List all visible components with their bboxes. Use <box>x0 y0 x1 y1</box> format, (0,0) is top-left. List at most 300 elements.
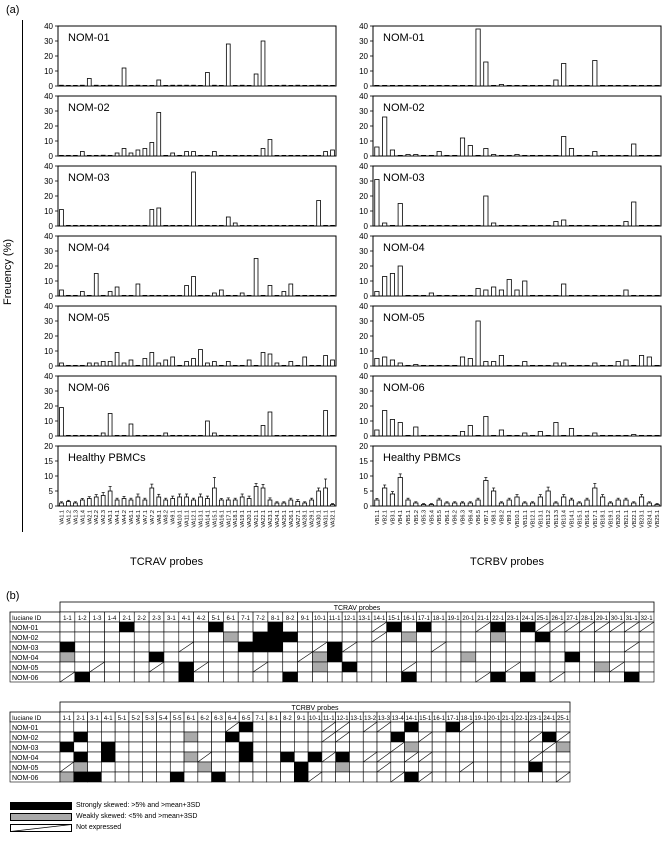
bar-0-3-0 <box>60 290 64 296</box>
ytick-label-1-1-1: 10 <box>359 137 368 146</box>
ytick-label-0-5-0: 0 <box>48 432 53 441</box>
bar-1-2-34 <box>639 225 643 226</box>
ytick-label-1-6-1: 5 <box>363 487 368 496</box>
tcrav-cell-5-23 <box>402 672 417 682</box>
bar-0-1-39 <box>331 150 335 156</box>
tcrav-cell-1-19 <box>342 632 357 642</box>
tcrav-cell-0-18 <box>327 622 342 632</box>
tcrav-cell-4-22 <box>387 662 402 672</box>
tcrav-cell-4-0 <box>60 662 75 672</box>
xtick-label-0-0: VA1.1 <box>59 510 66 525</box>
ytick-label-1-2-2: 20 <box>359 192 368 201</box>
tcrav-col-header-31: 24-1 <box>521 616 534 622</box>
tcrav-cell-0-12 <box>238 622 253 632</box>
bar-0-5-33 <box>289 435 293 436</box>
bar-1-1-20 <box>530 155 534 156</box>
tcrav-col-header-4: 2-1 <box>122 616 132 622</box>
bar-1-4-32 <box>624 360 628 366</box>
bar-1-4-31 <box>616 362 620 367</box>
tcrav-cell-0-9 <box>194 622 209 632</box>
bar-0-0-24 <box>226 44 230 86</box>
bar-0-2-28 <box>254 225 258 226</box>
bar-1-1-23 <box>554 155 558 156</box>
panel-b-label: (b) <box>6 590 20 602</box>
bar-1-0-23 <box>554 80 558 86</box>
bar-1-1-14 <box>484 149 488 157</box>
panel-name-0-2: NOM-03 <box>68 172 110 184</box>
tcrbv-cell-0-13 <box>239 722 253 732</box>
ytick-label-1-0-1: 10 <box>359 67 368 76</box>
bar-0-3-12 <box>143 295 147 296</box>
tcrbv-col-header-35: 24-1 <box>543 716 556 722</box>
xtick-label-0-18: VA11.1 <box>184 510 191 528</box>
bar-1-6-29 <box>600 497 604 506</box>
xtick-label-1-36: VB25.1 <box>655 510 662 529</box>
tcrbv-cell-3-32 <box>501 752 515 762</box>
ytick-label-1-4-3: 30 <box>359 317 368 326</box>
tcrav-col-header-32: 25-1 <box>536 616 549 622</box>
ytick-label-0-3-3: 30 <box>44 247 53 256</box>
tcrav-cell-1-24 <box>416 632 431 642</box>
bar-0-0-26 <box>240 85 244 86</box>
tcrbv-cell-0-15 <box>267 722 281 732</box>
bar-0-0-25 <box>233 85 237 86</box>
bar-1-3-13 <box>476 289 480 297</box>
bar-1-0-28 <box>593 61 597 87</box>
xtick-label-1-23: VB13.3 <box>553 510 560 529</box>
bar-1-2-2 <box>390 225 394 226</box>
legend-weak <box>10 811 200 822</box>
tcrbv-cell-5-7 <box>156 772 170 782</box>
ytick-label-0-3-1: 10 <box>44 277 53 286</box>
bar-0-0-3 <box>80 85 84 86</box>
tcrbv-cell-0-3 <box>101 722 115 732</box>
bar-0-5-3 <box>80 435 84 436</box>
tcrbv-cell-3-29 <box>460 752 474 762</box>
bar-1-5-30 <box>608 435 612 436</box>
bar-0-2-14 <box>157 208 161 226</box>
bar-0-4-39 <box>331 360 335 366</box>
bar-0-3-27 <box>247 295 251 296</box>
bar-1-4-36 <box>655 365 659 366</box>
bar-0-5-30 <box>268 412 272 436</box>
tcrbv-cell-0-35 <box>542 722 556 732</box>
xtick-label-1-4: VB5.1 <box>406 510 413 525</box>
tcrbv-col-header-16: 8-2 <box>283 716 292 722</box>
bar-0-2-6 <box>101 225 105 226</box>
bar-0-5-36 <box>310 435 314 436</box>
bar-1-2-7 <box>429 225 433 226</box>
bar-1-5-24 <box>562 435 566 436</box>
bar-0-2-4 <box>87 225 91 226</box>
tcrbv-col-header-29: 18-1 <box>460 716 473 722</box>
tcrav-cell-4-35 <box>580 662 595 672</box>
tcrav-cell-0-6 <box>149 622 164 632</box>
bar-1-5-19 <box>523 433 527 436</box>
tcrbv-cell-2-13 <box>239 742 253 752</box>
xtick-label-0-2: VA1.3 <box>73 510 80 525</box>
tcrbv-cell-5-4 <box>115 772 129 782</box>
tcrav-cell-2-33 <box>550 642 565 652</box>
bar-0-6-31 <box>275 503 279 506</box>
tcrav-cell-5-6 <box>149 672 164 682</box>
bar-1-6-21 <box>538 497 542 506</box>
bar-1-5-6 <box>421 435 425 436</box>
tcrav-col-header-36: 29-1 <box>596 616 609 622</box>
tcrbv-chart <box>345 0 665 540</box>
tcrbv-cell-4-16 <box>281 762 295 772</box>
tcrbv-col-header-14: 7-1 <box>255 716 265 722</box>
bar-1-5-11 <box>460 432 464 437</box>
tcrav-col-header-7: 3-1 <box>167 616 176 622</box>
bar-1-5-14 <box>484 417 488 437</box>
bar-0-4-6 <box>101 362 105 367</box>
bar-1-5-9 <box>445 435 449 436</box>
bar-1-5-26 <box>577 435 581 436</box>
panel-name-1-4: NOM-05 <box>383 312 425 324</box>
panel-a-label: (a) <box>6 4 20 16</box>
bar-1-3-36 <box>655 295 659 296</box>
tcrav-cell-4-3 <box>105 662 120 672</box>
bar-1-1-25 <box>569 149 573 157</box>
bar-0-2-22 <box>212 225 216 226</box>
tcrav-cell-1-4 <box>119 632 134 642</box>
legend-weak-swatch <box>10 813 72 821</box>
ytick-label-0-4-4: 40 <box>44 302 53 311</box>
bar-1-1-22 <box>546 155 550 156</box>
bar-0-0-33 <box>289 85 293 86</box>
tcrav-cell-2-31 <box>520 642 535 652</box>
tcrbv-cell-4-13 <box>239 762 253 772</box>
tcrbv-cell-3-31 <box>487 752 501 762</box>
bar-1-4-3 <box>398 363 402 366</box>
tcrav-cell-2-15 <box>283 642 298 652</box>
xtick-label-1-21: VB13.1 <box>538 510 545 529</box>
bar-0-5-28 <box>254 435 258 436</box>
bar-0-1-16 <box>171 153 175 156</box>
bar-0-5-25 <box>233 435 237 436</box>
ytick-label-0-6-1: 5 <box>48 487 53 496</box>
tcrbv-cell-5-5 <box>129 772 143 782</box>
tcrav-cell-1-7 <box>164 632 179 642</box>
bar-1-1-4 <box>406 155 410 157</box>
bar-0-0-16 <box>171 85 175 86</box>
tcrav-cell-0-11 <box>223 622 238 632</box>
tcrav-cell-1-26 <box>446 632 461 642</box>
tcrbv-cell-0-32 <box>501 722 515 732</box>
bar-1-6-17 <box>507 500 511 506</box>
xtick-label-1-19: VB11.1 <box>522 510 529 528</box>
bar-0-6-33 <box>289 500 293 506</box>
bar-0-3-13 <box>150 295 154 296</box>
bar-0-0-39 <box>331 85 335 86</box>
bar-1-4-34 <box>639 356 643 367</box>
tcrav-cell-3-15 <box>283 652 298 662</box>
tcrav-cell-1-31 <box>520 632 535 642</box>
tcrav-cell-2-3 <box>105 642 120 652</box>
tcrbv-cell-2-16 <box>281 742 295 752</box>
bar-1-1-27 <box>585 155 589 156</box>
tcrbv-cell-5-13 <box>239 772 253 782</box>
bar-0-2-26 <box>240 225 244 226</box>
tcrav-col-header-29: 22-1 <box>492 616 505 622</box>
bar-1-2-25 <box>569 225 573 226</box>
tcrbv-cell-2-2 <box>88 742 102 752</box>
tcrav-cell-2-16 <box>298 642 313 652</box>
tcrav-cell-1-8 <box>179 632 194 642</box>
bar-1-6-10 <box>453 503 457 506</box>
bar-0-6-26 <box>240 497 244 506</box>
bar-0-2-19 <box>192 172 196 226</box>
tcrbv-cell-2-18 <box>308 742 322 752</box>
tcrbv-col-header-26: 15-1 <box>419 716 432 722</box>
bar-1-6-1 <box>383 488 387 506</box>
tcrbv-cell-2-9 <box>184 742 198 752</box>
tcrav-cell-3-4 <box>119 652 134 662</box>
tcrbv-cell-0-11 <box>212 722 226 732</box>
tcrbv-cell-5-27 <box>432 772 446 782</box>
tcrav-cell-5-16 <box>298 672 313 682</box>
tcrav-cell-4-1 <box>75 662 90 672</box>
tcrbv-cell-3-8 <box>170 752 184 762</box>
tcrav-col-header-11: 6-1 <box>226 616 236 622</box>
tcrav-cell-0-19 <box>342 622 357 632</box>
bar-1-2-19 <box>523 225 527 226</box>
tcrav-cell-4-21 <box>372 662 387 672</box>
tcrbv-cell-5-31 <box>487 772 501 782</box>
bar-0-2-2 <box>73 225 77 226</box>
tcrav-col-header-9: 4-2 <box>196 616 206 622</box>
bar-0-0-36 <box>310 85 314 86</box>
bar-0-3-11 <box>136 284 140 296</box>
bar-0-2-38 <box>324 225 328 226</box>
bar-0-4-0 <box>60 363 64 366</box>
bar-1-6-3 <box>398 478 402 507</box>
bar-0-2-17 <box>178 225 182 226</box>
bar-1-1-31 <box>616 155 620 156</box>
bar-0-1-5 <box>94 155 98 156</box>
ytick-label-1-2-4: 40 <box>359 162 368 171</box>
tcrbv-col-header-32: 21-1 <box>501 716 514 722</box>
ytick-label-1-1-4: 40 <box>359 92 368 101</box>
tcrav-cell-1-2 <box>90 632 105 642</box>
bar-0-1-28 <box>254 155 258 156</box>
bar-0-6-17 <box>178 497 182 506</box>
tcrav-cell-4-29 <box>491 662 506 672</box>
tcrbv-cell-1-23 <box>377 732 391 742</box>
tcrbv-cell-2-30 <box>474 742 488 752</box>
xtick-label-0-28: VA21.1 <box>254 510 261 528</box>
bar-0-5-32 <box>282 435 286 436</box>
bar-1-3-24 <box>562 284 566 296</box>
tcrbv-cell-5-20 <box>336 772 350 782</box>
bar-0-3-33 <box>289 284 293 296</box>
tcrbv-cell-4-8 <box>170 762 184 772</box>
tcrbv-cell-4-7 <box>156 762 170 772</box>
bar-0-1-34 <box>296 155 300 156</box>
tcrav-cell-5-38 <box>624 672 639 682</box>
bar-0-2-33 <box>289 225 293 226</box>
tcrav-cell-0-7 <box>164 622 179 632</box>
bar-0-5-13 <box>150 435 154 436</box>
bar-0-3-14 <box>157 295 161 296</box>
tcrbv-col-header-23: 13-3 <box>377 716 390 722</box>
tcrbv-title: TCRBV probes <box>291 705 339 712</box>
bar-1-5-27 <box>585 435 589 436</box>
bar-1-2-22 <box>546 225 550 226</box>
bar-1-0-18 <box>515 85 519 86</box>
bar-1-6-18 <box>515 497 519 506</box>
bar-1-0-11 <box>460 85 464 86</box>
tcrav-row-name-0: NOM-01 <box>12 625 39 632</box>
tcrav-cell-0-1 <box>75 622 90 632</box>
bar-0-5-26 <box>240 435 244 436</box>
tcrbv-col-header-15: 8-1 <box>269 716 278 722</box>
tcrbv-cell-4-3 <box>101 762 115 772</box>
tcrav-cell-4-28 <box>476 662 491 672</box>
tcrbv-cell-5-3 <box>101 772 115 782</box>
bar-1-5-31 <box>616 435 620 436</box>
tcrav-cell-1-20 <box>357 632 372 642</box>
ytick-label-0-6-2: 10 <box>44 472 53 481</box>
bar-0-2-37 <box>317 201 321 227</box>
tcrbv-row-name-4: NOM-05 <box>12 765 39 772</box>
ytick-label-0-1-1: 10 <box>44 137 53 146</box>
tcrbv-cell-1-8 <box>170 732 184 742</box>
tcrbv-cell-3-5 <box>129 752 143 762</box>
ytick-label-0-1-2: 20 <box>44 122 53 131</box>
tcrav-col-header-25: 18-1 <box>432 616 445 622</box>
bar-1-2-36 <box>655 225 659 226</box>
tcrav-cell-4-39 <box>639 662 654 672</box>
bar-1-3-1 <box>383 277 387 297</box>
bar-1-5-7 <box>429 435 433 436</box>
tcrbv-cell-1-22 <box>363 732 377 742</box>
ytick-label-1-6-2: 10 <box>359 472 368 481</box>
tcrav-cell-5-35 <box>580 672 595 682</box>
bar-0-2-24 <box>226 217 230 226</box>
bar-0-1-32 <box>282 155 286 156</box>
xtick-label-0-35: VA28.1 <box>302 510 309 528</box>
tcrbv-cell-0-8 <box>170 722 184 732</box>
panel-name-0-0: NOM-01 <box>68 32 110 44</box>
tcrav-cell-0-24 <box>416 622 431 632</box>
tcrav-col-header-24: 17-1 <box>417 616 430 622</box>
bar-0-4-33 <box>289 362 293 367</box>
tcrav-cell-3-9 <box>194 652 209 662</box>
xtick-label-0-22: VA15.1 <box>212 510 219 528</box>
xtick-label-1-6: VB5.3 <box>421 510 428 525</box>
tcrav-col-header-34: 27-1 <box>566 616 579 622</box>
tcrbv-cell-4-19 <box>322 762 336 772</box>
bar-0-4-17 <box>178 365 182 366</box>
tcrbv-cell-2-22 <box>363 742 377 752</box>
bar-0-4-35 <box>303 357 307 366</box>
tcrav-cell-2-29 <box>491 642 506 652</box>
bar-1-1-6 <box>421 155 425 156</box>
bar-1-4-19 <box>523 362 527 367</box>
tcrbv-col-header-22: 13-2 <box>364 716 377 722</box>
xtick-label-1-25: VB14.1 <box>569 510 576 529</box>
tcrav-cell-1-11 <box>223 632 238 642</box>
tcrbv-cell-0-4 <box>115 722 129 732</box>
bar-1-4-35 <box>647 357 651 366</box>
bar-1-4-4 <box>406 365 410 366</box>
ytick-label-0-0-4: 40 <box>44 22 53 31</box>
bar-0-0-23 <box>219 85 223 86</box>
bar-1-6-19 <box>523 503 527 506</box>
bar-0-4-12 <box>143 359 147 367</box>
bar-1-4-29 <box>600 365 604 366</box>
ytick-label-0-0-3: 30 <box>44 37 53 46</box>
tcrav-col-header-30: 23-1 <box>506 616 519 622</box>
bar-0-4-5 <box>94 363 98 366</box>
bar-0-6-16 <box>171 499 175 507</box>
tcrbv-col-header-17: 9-1 <box>296 716 306 722</box>
bar-1-6-12 <box>468 503 472 506</box>
bar-0-0-18 <box>185 85 189 86</box>
bar-1-1-12 <box>468 146 472 157</box>
tcrav-cell-1-9 <box>194 632 209 642</box>
ytick-label-0-0-1: 10 <box>44 67 53 76</box>
tcrav-cell-1-1 <box>75 632 90 642</box>
bar-1-2-8 <box>437 225 441 226</box>
tcrbv-cell-2-0 <box>60 742 74 752</box>
tcrbv-cell-2-14 <box>253 742 267 752</box>
tcrav-cell-4-25 <box>431 662 446 672</box>
bar-0-4-37 <box>317 365 321 366</box>
tcrbv-cell-1-33 <box>515 732 529 742</box>
tcrbv-cell-5-30 <box>474 772 488 782</box>
tcrbv-col-header-0: 1-1 <box>62 716 72 722</box>
tcrav-cell-0-15 <box>283 622 298 632</box>
tcrbv-cell-3-17 <box>294 752 308 762</box>
bar-0-4-7 <box>108 362 112 367</box>
bar-0-6-4 <box>87 499 91 507</box>
bar-0-2-35 <box>303 225 307 226</box>
tcrbv-cell-4-32 <box>501 762 515 772</box>
bar-1-3-32 <box>624 290 628 296</box>
bar-1-0-15 <box>492 85 496 86</box>
bar-0-3-7 <box>108 292 112 297</box>
bar-0-2-10 <box>129 225 133 226</box>
tcrav-cell-0-10 <box>209 622 224 632</box>
bar-1-2-31 <box>616 225 620 226</box>
bar-0-5-19 <box>192 435 196 436</box>
bar-0-1-29 <box>261 149 265 157</box>
tcrbv-cell-5-25 <box>405 772 419 782</box>
tcrav-cell-2-34 <box>565 642 580 652</box>
tcrbv-cell-0-28 <box>446 722 460 732</box>
tcrbv-cell-3-0 <box>60 752 74 762</box>
tcrbv-cell-3-13 <box>239 752 253 762</box>
xtick-label-1-30: VB19.1 <box>608 510 615 529</box>
xtick-label-0-12: VA7.1 <box>142 510 149 525</box>
tcrbv-cell-2-31 <box>487 742 501 752</box>
bar-1-5-13 <box>476 435 480 436</box>
bar-1-3-33 <box>632 295 636 296</box>
bar-1-0-10 <box>453 85 457 86</box>
tcrav-cell-4-19 <box>342 662 357 672</box>
bar-0-4-2 <box>73 365 77 366</box>
tcrav-cell-2-5 <box>134 642 149 652</box>
tcrbv-cell-4-28 <box>446 762 460 772</box>
tcrav-cell-2-28 <box>476 642 491 652</box>
tcrbv-cell-1-21 <box>349 732 363 742</box>
ytick-label-0-6-3: 15 <box>44 457 53 466</box>
xtick-label-0-30: VA23.1 <box>267 510 274 528</box>
bar-1-3-10 <box>453 295 457 296</box>
